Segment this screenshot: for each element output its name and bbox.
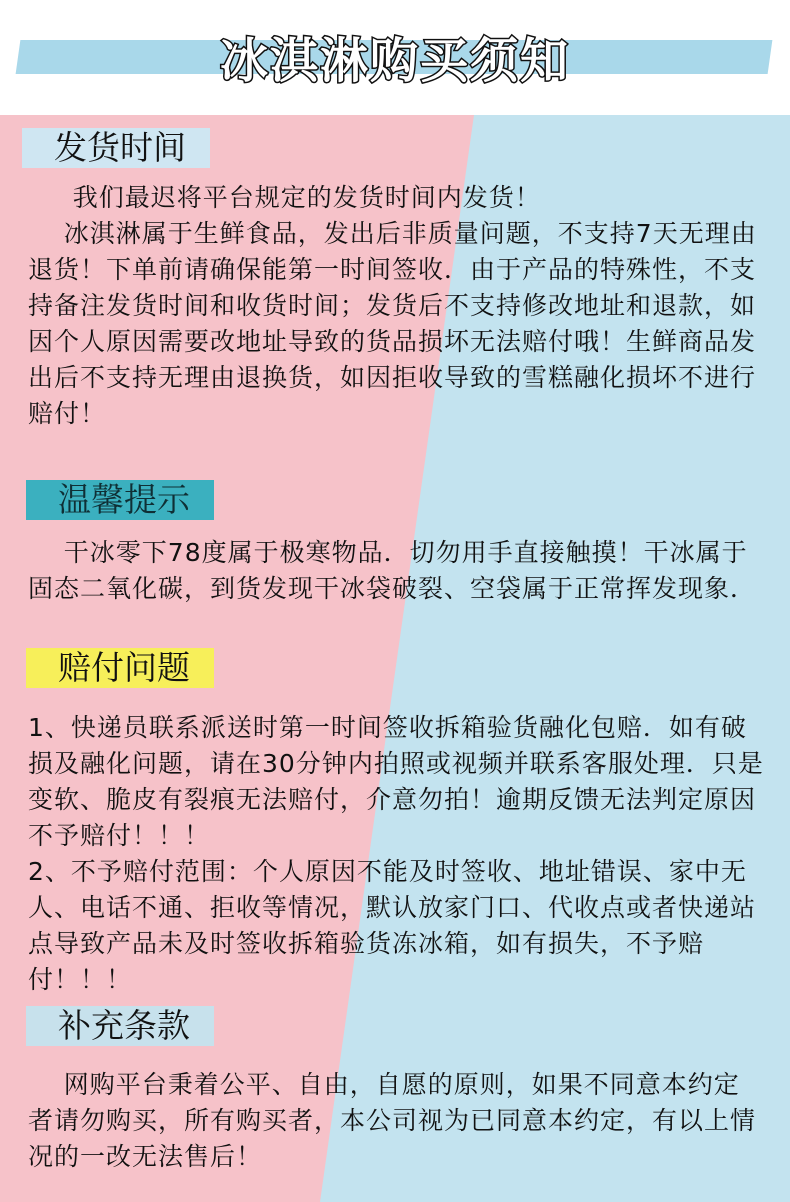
section-label-compensation: 赔付问题 xyxy=(26,648,214,688)
header xyxy=(0,0,790,115)
section-text-supplementary-terms: 网购平台秉着公平、自由，自愿的原则，如果不同意本约定者请勿购买，所有购买者，本公司视为已同意本约定，有以上情况的一改无法售后！ xyxy=(28,1070,757,1171)
section-label-shipping-time: 发货时间 xyxy=(22,128,210,168)
section-text-tips: 干冰零下78度属于极寒物品．切勿用手直接触摸！干冰属于固态二氧化碳，到货发现干冰袋破裂、空袋属于正常挥发现象． xyxy=(28,538,757,603)
section-label-supplementary-terms: 补充条款 xyxy=(26,1006,214,1046)
section-text-shipping-time: 我们最迟将平台规定的发货时间内发货！ 冰淇淋属于生鲜食品，发出后非质量问题，不支持7天无理由退货！下单前请确保能第一时间签收．由于产品的特殊性，不支持备注发货时间和收货时间；发货后不支持修改地址和退款，如因个人原因需要改地址导致的货品损坏无法赔付哦！生鲜商品发出后不支持无理由退换货，如因拒收导致的雪糕融化损坏不进行赔付！ xyxy=(28,183,757,428)
page-title: 冰淇淋购买须知 xyxy=(219,33,570,89)
section-text-compensation: 1、快递员联系派送时第一时间签收拆箱验货融化包赔．如有破损及融化问题，请在30分钟内拍照或视频并联系客服处理．只是变软、脆皮有裂痕无法赔付，介意勿拍！逾期反馈无法判定原因不予赔付！！！ 2、不予赔付范围：个人原因不能及时签收、地址错误、家中无人、电话不通、拒收等情况，默认放家门口、代收点或者快递站点导致产品未及时签收拆箱验货冻冰箱，如有损失，不予赔付！！！ xyxy=(28,713,764,994)
section-label-tips: 温馨提示 xyxy=(26,480,214,520)
